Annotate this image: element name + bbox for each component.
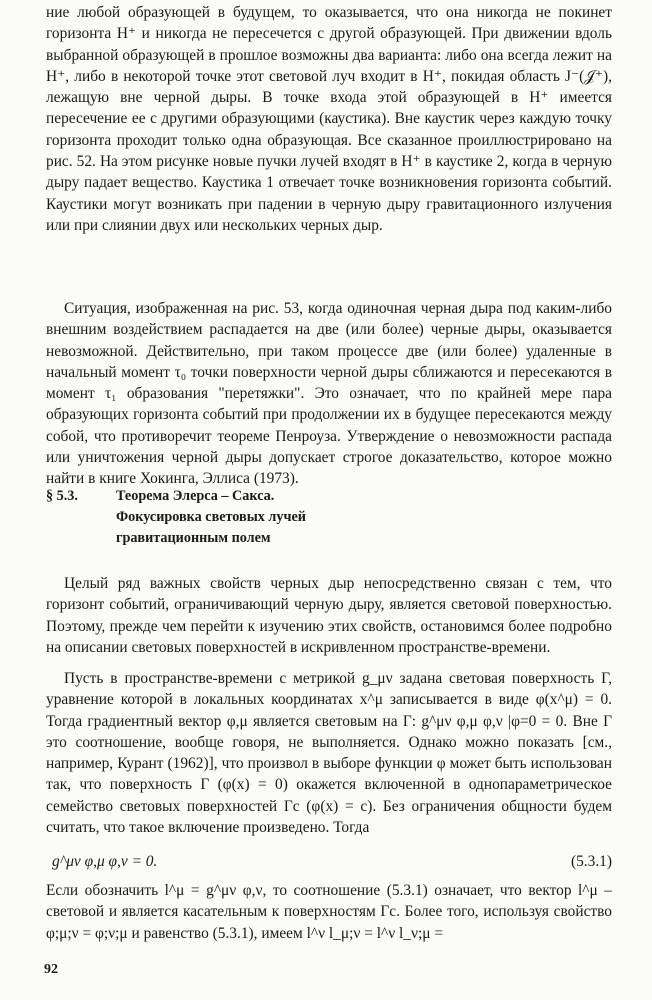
heading-title-line-2: Фокусировка световых лучей: [116, 509, 306, 525]
paragraph-text: Если обозначить l^μ = g^μν φ,ν, то соотношение (5.3.1) означает, что вектор l^μ – световой и является касательным к поверхностям Γc. Более того, используя свойство φ;μ;ν = φ;ν;μ и равенство (5.3.1), имеем l^ν l_μ;ν = l^ν l_ν;μ =: [46, 882, 612, 942]
page-number: 92: [44, 962, 58, 977]
heading-title-line-1: Теорема Элерса – Сакса.: [116, 488, 275, 504]
section-heading: [46, 486, 612, 549]
heading-line-1: [46, 486, 612, 507]
paragraph-text: Пусть в пространстве-времени с метрикой g_μν задана световая поверхность Γ, уравнение которой в локальных координатах x^μ записывается в виде φ(x^μ) = 0. Тогда градиентный вектор φ,μ является световым на Γ: g^μν φ,μ φ,ν |φ=0 = 0. Вне Γ это соотношение, вообще говоря, не выполняется. Однако можно показать [см., например, Курант (1962)], что произвол в выборе функции φ может быть использован так, что поверхность Γ (φ(x) = 0) окажется включенной в однопараметрическое семейство световых поверхностей Γc (φ(x) = c). Без ограничения общности будем считать, что такое включение произведено. Тогда: [46, 670, 612, 837]
paragraph-text: Ситуация, изображенная на рис. 53, когда одиночная черная дыра под каким-либо внешним воздействием распадается на две (или более) черные дыры, оказывается невозможной. Действительно, при таком процессе две (или более) удаленные в начальный момент τ₀ точки поверхности черной дыры сближаются и пересекаются в момент τ₁ образования "перетяжки". Это означает, что по крайней мере пара образующих горизонта событий при продолжении их в будущее пересекаются между собой, что противоречит теореме Пенроуза. Утверждение о невозможности распада или уничтожения черной дыры допускает строгое доказательство, которое можно найти в книге Хокинга, Эллиса (1973).: [46, 300, 612, 488]
paragraph-horizon-generators: [46, 2, 612, 236]
equation-body: g^μν φ,μ φ,ν = 0.: [52, 853, 158, 870]
section-number: § 5.3.: [46, 488, 78, 504]
paragraph-light-vector: [46, 880, 612, 944]
paragraph-text: ние любой образующей в будущем, то оказывается, что она никогда не покинет горизонта H⁺ и никогда не пересечется с другой образующей. При движении вдоль выбранной образующей в прошлое возможны два варианта: либо она всегда лежит на H⁺, либо в некоторой точке этот световой луч входит в H⁺, покидая область J⁻(𝒥⁺), лежащую вне черной дыры. В точке входа этой образующей в H⁺ имеется пересечение ее с другими образующими (каустика). Вне каустик через каждую точку горизонта проходит только одна образующая. Все сказанное проиллюстрировано на рис. 52. На этом рисунке новые пучки лучей входят в H⁺ в каустике 2, когда в черную дыру падает вещество. Каустика 1 отвечает точке возникновения горизонта событий. Каустики могут возникать при падении в черную дыру гравитационного излучения или при слиянии двух или нескольких черных дыр.: [46, 4, 612, 234]
paragraph-metric-definition: [46, 668, 612, 838]
equation-number: (5.3.1): [570, 853, 612, 870]
paragraph-black-hole-splitting: [46, 298, 612, 490]
heading-title-line-3: гравитационным полем: [116, 530, 271, 546]
paragraph-text: Целый ряд важных свойств черных дыр непосредственно связан с тем, что горизонт событий, ограничивающий черную дыру, является световой поверхностью. Поэтому, прежде чем перейти к изучению этих свойств, остановимся более подробно на описании световых поверхностей в искривленном пространстве-времени.: [46, 575, 612, 656]
paragraph-light-surfaces-intro: [46, 573, 612, 658]
